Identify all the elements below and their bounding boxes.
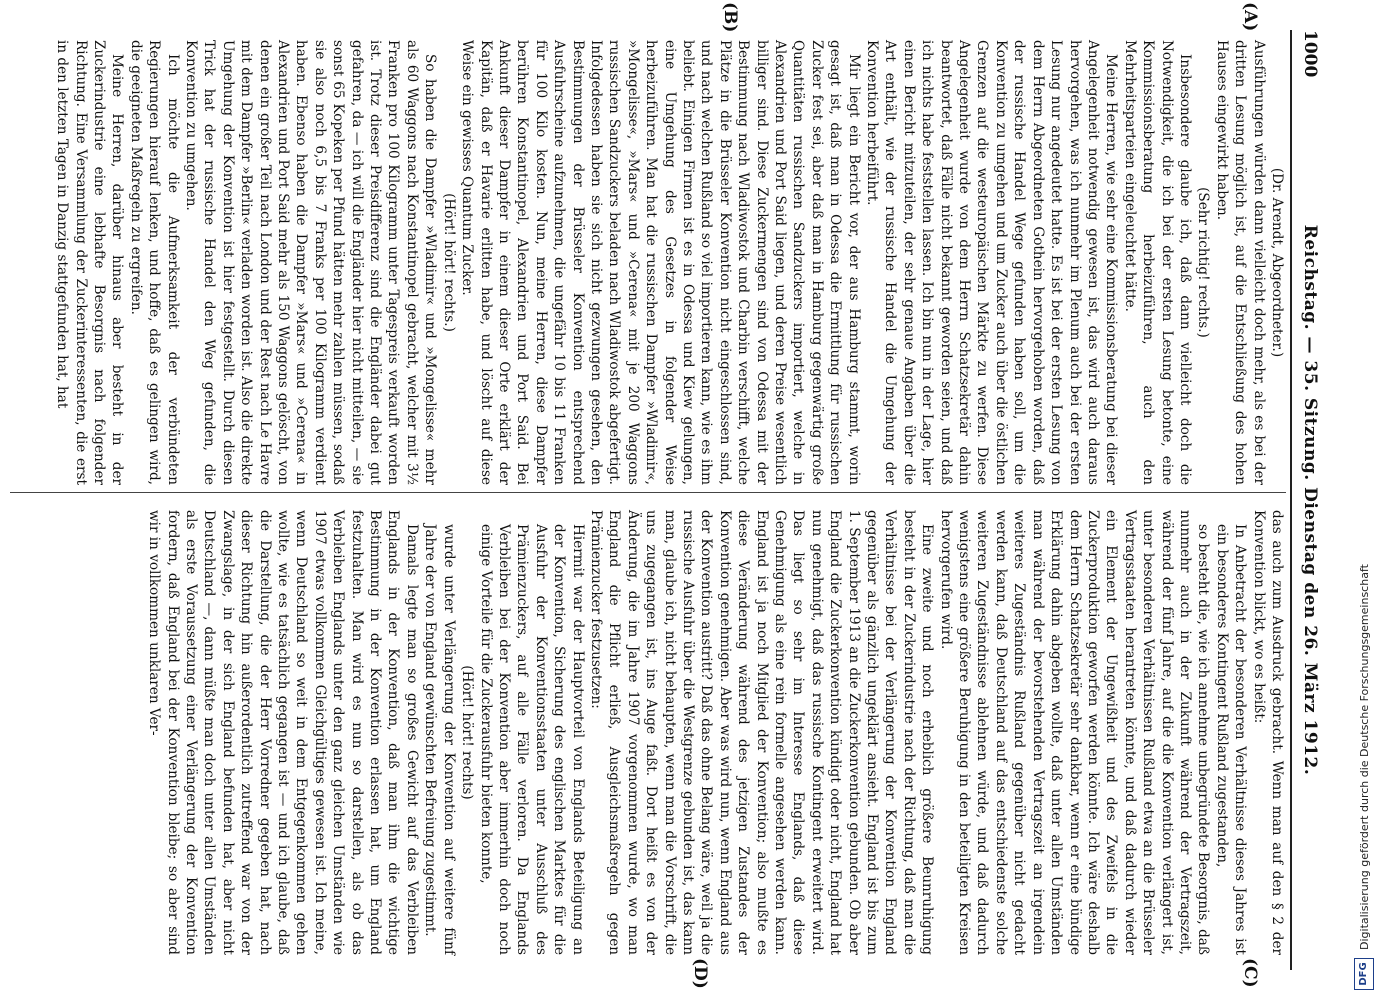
paragraph: Ausführungen würden dann vielleicht doch mehr, als es bei der dritten Lesung möglich ist, auf die Entschließung des hohen Hauses eingewirkt haben. — [1213, 40, 1267, 485]
margin-marker-a: (A) — [1240, 2, 1260, 32]
side-attribution — [1351, 10, 1377, 990]
interjection: (Sehr richtig! rechts.) — [1195, 187, 1212, 338]
paragraph: Eine zweite und noch erheblich größere Beunruhigung besteht in der Zuckerindustrie nach der Richtung, daß man die Verhältnisse bei der Verlängerung der Konvention England gegenüber als gänzlich ungeklärt ansieht. England ist bis zum 1. September 1913 an die Zuckerkonvention gebunden. Ob aber England die Zuckerkonvention kündigt oder nicht, England hat nun genehmigt, daß das russische Kontingent erweitert wird. Das liegt so sehr im Interesse Englands, daß diese Genehmigung als eine rein formelle angesehen werden kann. England ist ja noch Mitglied der Konvention; also mußte es diese Veränderung während des jetzigen Zustandes der Konvention genehmigen. Aber was wird nun, wenn England aus der Konvention austritt? Daß das ohne Belang wäre, weil ja die russische Ausfuhr über die Westgrenze gebunden ist, das kann man, glaube ich, nicht behaupten, wenn man die Vorschrift, die uns zugegangen ist, ins Auge faßt. Dort heißt es von der Änderung, die im Jahre 1907 vorgenommen wurde, wo man England die Pflicht erließ, Ausgleichsmaßregeln gegen Prämienzucker festzusetzen: — [587, 510, 936, 955]
paragraph: So haben die Dampfer »Wladimir« und »Mongelisse« mehr als 60 Waggons nach Konstantinopel gebracht, welcher mit 3½ Franken pro 100 Kilogramm unter Tagespreis verkauft worden ist. Trotz dieser Preisdifferenz sind die Engländer dabei gut gefahren, da — ich will die Engländer hier nicht mitteilen, — sie sonst 65 Kopeken per Pfund hätten mehr zahlen müssen, sodaß sie also noch 6,5 bis 7 Franks per 100 Kilogramm verdient haben. Ebenso haben die Dampfer »Mars« und »Cerena« in Alexandrien und Port Said mehr als 150 Waggons gelöscht, von denen ein großer Teil nach London und der Rest nach Le Havre mit dem Dampfer »Berlin« verladen worden ist. Also die direkte Umgehung der Konvention ist hier festgestellt. Durch diesen Trick hat der russische Handel den Weg gefunden, die Konvention zu umgehen. — [183, 40, 439, 485]
margin-marker-c: (C) — [1240, 958, 1260, 988]
paragraph: Mir liegt ein Bericht vor, der aus Hamburg stammt, worin gesagt ist, daß man in Odessa die Ermittlung für russischen Zucker fest sei, aber daß man in Hamburg gegenwärtig große Quantitäten russischen Sandzuckers importiert, welche in Alexandrien und Port Said liegen, und deren Preise wesentlich billiger sind. Diese Zuckermengen sind von Odessa mit der Bestimmung nach Wladiwostok und Charbin verschifft, welche Plätze in die Brüsseler Konvention nicht eingeschlossen sind, und nach welchen Rußland so viel importieren kann, wie es ihm beliebt. Einigen Firmen ist es in Odessa und Kiew gelungen, eine Umgehung des Gesetzes in folgender Weise herbeizuführen. Man hat die russischen Dampfer »Wladimir«, »Mongelisse«, »Mars« und »Cerena« mit je 200 Waggons russischen Sandzuckers beladen nach Wladiwostok abgefertigt. Infolgedessen haben sie sich nicht gezwungen gesehen, den Bestimmungen der Brüsseler Konvention entsprechend Ausfuhrscheine aufzunehmen, die ungefähr 10 bis 11 Franken für 100 Kilo kosten. Nun, meine Herren, diese Dampfer berühren Konstantinopel, Alexandrien und Port Said. Bei Ankunft dieser Dampfer in einem dieser Orte erklärt der Kapitän, daß er Havarie erlitten habe, und löscht auf diese Weise ein gewisses Quantum Zucker. — [459, 40, 862, 485]
attribution-text: Digitalisierung gefördert durch die Deutsche Forschungsgemeinschaft — [1357, 564, 1371, 950]
quotation: Hiermit war der Hauptvorteil von Englands Beteiligung an der Konvention, Sicherung des englischen Marktes für die Ausfuhr der Konventionsstaaten unter Ausschluß des Prämienzuckers, auf alle Fälle verloren. Da Englands Verbleiben bei der Konvention aber immerhin doch noch einige Vorteile für die Zuckerausfuhr bieten konnte, — [477, 524, 586, 955]
margin-marker-b: (B) — [720, 2, 740, 33]
dfg-logo: DFG — [1354, 958, 1374, 990]
page-title: Reichstag. — 35. Sitzung. Dienstag den 26. März 1912. — [1300, 224, 1320, 776]
page-header — [1292, 30, 1322, 970]
margin-marker-d: (D) — [690, 958, 710, 989]
paragraph: Ich möchte die Aufmerksamkeit der verbündeten Regierungen hierauf lenken, und hoffe, daß es gelingen wird, die geeigneten Maßregeln zu ergreifen. — [127, 40, 181, 485]
right-column — [145, 510, 1286, 955]
interjection: (Hört! hört! rechts.) — [440, 193, 457, 332]
paragraph: so besteht die, wie ich annehme unbegründete Besorgnis, daß nunmehr auch in der Zukunft während der Vertragszeit, während der fünf Jahre, auf die die Konvention verlängert ist, unter besonderen Verhältnissen Rußland etwa an die Brüsseler Vertragsstaaten herantreten könnte, und daß dadurch wieder ein Element der Ungewißheit und des Zweifels in die Zuckerproduktion geworfen werden könnte. Ich wäre deshalb dem Herrn Schatzsekretär sehr dankbar, wenn er eine bündige Erklärung dahin abgeben wollte, daß unter allen Umständen man während der bevorstehenden Vertragszeit an irgendein weiteres Zugeständnis Rußland gegenüber nicht gedacht werden kann, daß Deutschland auf das entschiedenste solche weiteren Zugeständnisse ablehnen würde, und daß dadurch wenigstens eine größere Beruhigung in den beteiligten Kreisen hervorgerufen wird. — [937, 510, 1212, 955]
page-number: 1000 — [1300, 30, 1320, 78]
header-rule — [1290, 30, 1292, 970]
paragraph: das auch zum Ausdruck gebracht. Wenn man auf den § 2 der Konvention blickt, wo es heißt: — [1250, 510, 1285, 955]
interjection: (Hört! hört! rechts) — [459, 665, 476, 800]
paragraph: Meine Herren, darüber hinaus aber besteht in der Zuckerindustrie eine lebhafte Besorgnis nach folgender Richtung. Eine Versammlung der Zuckerinteressenten, die erst in den letzten Tagen in Danzig stattgefunden hat, hat — [54, 40, 126, 485]
quotation: wurde unter Verlängerung der Konvention auf weitere fünf Jahre der von England gewünschten Befreiung zugestimmt. — [422, 524, 457, 955]
paragraph: Damals legte man so großes Gewicht auf das Verbleiben Englands in der Konvention, daß man ihm die wichtige Bestimmung in der Konvention erlassen hat, um England festzuhalten. Man wird es nun so darstellen, als ob das Verbleiben Englands unter den ganz gleichen Umständen wie 1907 etwas vollkommen Gleichgültiges gewesen ist. Ich meine, wenn Deutschland so weit in dem Entgegenkommen gehen wollte, wie es tatsächlich gegangen ist — und ich glaube, daß die Darstellung, die der Herr Vorredner gegeben hat, nach dieser Richtung hin außerordentlich zutreffend war von der Zwangslage, in der sich England befunden hat, aber nicht Deutschland —, dann müßte man doch unter allen Umständen als erste Voraussetzung einer Verlängerung der Konvention fordern, daß England bei der Konvention bleibe; so aber sind wir in vollkommen unklaren Ver- — [146, 510, 420, 955]
left-column — [53, 40, 1286, 485]
speaker-line: (Dr. Arendt, Abgeordneter.) — [1269, 167, 1285, 358]
column-divider — [10, 492, 1286, 493]
quotation: In Anbetracht der besonderen Verhältnisse dieses Jahres ist ein besonderes Kontingent Rußland zugestanden, — [1213, 524, 1249, 955]
paragraph: Meine Herren, wie sehr eine Kommissionsberatung bei dieser Angelegenheit notwendig gewesen ist, das wird auch daraus hervorgehen, was ich nunmehr im Plenum auch bei der ersten Lesung nur angedeutet hatte. Es ist bei der ersten Lesung von dem Herrn Abgeordneten Gothein hervorgehoben worden, daß der russische Handel Wege gefunden haben soll, um die Konvention zu umgehen und um Zucker auch über die östlichen Grenzen auf die westeuropäischen Märkte zu werfen. Diese Angelegenheit wurde von dem Herrn Schatzsekretär dahin beantwortet, daß Fälle nicht bekannt geworden seien, und daß ich nichts habe feststellen lassen. Ich bin nun in der Lage, hier einen Bericht mitzuteilen, der sehr genaue Angaben über die Art enthält, wie der russische Handel die Umgehung der Konvention herbeiführt. — [864, 40, 1120, 485]
paragraph: Insbesondere glaube ich, daß dann vielleicht doch die Notwendigkeit, die ich bei der ersten Lesung betonte, eine Kommissionsberatung herbeizuführen, auch den Mehrheitsparteien eingeleuchtet hätte. — [1121, 40, 1193, 485]
